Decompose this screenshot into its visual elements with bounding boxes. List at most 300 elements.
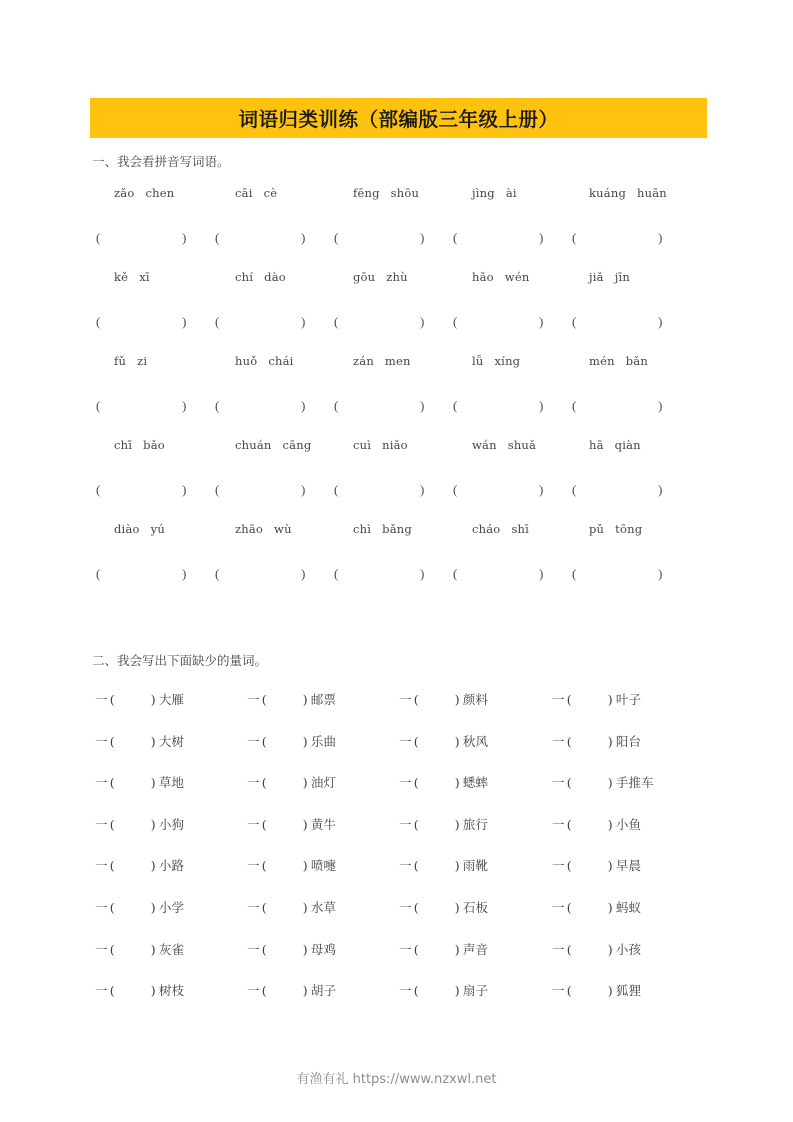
right-paren: )	[539, 314, 544, 329]
noun-label: 喷嚏	[310, 858, 337, 874]
pinyin-word	[589, 270, 711, 284]
numeral-yi: 一	[552, 858, 565, 874]
pinyin-syllable: xíng	[494, 354, 521, 368]
pinyin-syllable: shī	[511, 522, 530, 536]
pinyin-block	[92, 270, 707, 354]
pinyin-block	[92, 354, 707, 438]
right-paren: )	[658, 230, 663, 245]
right-paren: )	[150, 733, 156, 749]
pinyin-syllable: hǎo	[472, 270, 494, 284]
pinyin-word	[235, 438, 357, 452]
left-paren: (	[453, 398, 458, 413]
right-paren: )	[607, 899, 613, 915]
left-paren: (	[453, 566, 458, 581]
numeral-yi: 一	[247, 941, 260, 957]
measure-word-item[interactable]	[95, 981, 184, 999]
measure-word-item[interactable]	[552, 732, 641, 750]
left-paren: (	[453, 482, 458, 497]
measure-word-item[interactable]	[95, 690, 184, 708]
measure-word-item[interactable]	[247, 815, 336, 833]
right-paren: )	[182, 314, 187, 329]
noun-label: 小狗	[158, 816, 185, 832]
pinyin-row	[92, 186, 707, 208]
right-paren: )	[301, 566, 306, 581]
pinyin-word	[235, 354, 357, 368]
right-paren: )	[454, 899, 460, 915]
pinyin-syllable: gōu	[353, 270, 376, 284]
pinyin-word	[472, 186, 594, 200]
numeral-yi: 一	[95, 816, 108, 832]
pinyin-syllable: xī	[139, 270, 150, 284]
left-paren: (	[109, 692, 115, 707]
measure-word-item[interactable]	[552, 773, 654, 791]
numeral-yi: 一	[552, 983, 565, 999]
numeral-yi: 一	[95, 858, 108, 874]
pinyin-syllable: cè	[263, 186, 278, 200]
pinyin-syllable: shōu	[390, 186, 420, 200]
right-paren: )	[539, 230, 544, 245]
numeral-yi: 一	[552, 775, 565, 791]
right-paren: )	[302, 775, 308, 791]
noun-label: 石板	[462, 899, 489, 915]
noun-label: 乐曲	[310, 733, 337, 749]
noun-label: 大雁	[158, 692, 185, 707]
numeral-yi: 一	[552, 941, 565, 957]
left-paren: (	[334, 398, 339, 413]
numeral-yi: 一	[247, 692, 260, 707]
right-paren: )	[150, 816, 156, 832]
measure-word-item[interactable]	[399, 732, 488, 750]
measure-word-row	[92, 732, 707, 774]
left-paren: (	[572, 230, 577, 245]
measure-word-exercise-section	[92, 690, 707, 1023]
pinyin-syllable: tōng	[615, 522, 643, 536]
measure-word-item[interactable]	[399, 815, 488, 833]
numeral-yi: 一	[552, 733, 565, 749]
right-paren: )	[150, 983, 156, 999]
measure-word-item[interactable]	[552, 898, 641, 916]
pinyin-syllable: chuán	[235, 438, 272, 452]
measure-word-row	[92, 898, 707, 940]
measure-word-item[interactable]	[95, 732, 184, 750]
right-paren: )	[302, 816, 308, 832]
section-2-heading: 二、我会写出下面缺少的量词。	[92, 653, 268, 668]
right-paren: )	[454, 733, 460, 749]
right-paren: )	[658, 398, 663, 413]
answer-paren-row	[92, 314, 707, 336]
pinyin-syllable: zán	[353, 354, 374, 368]
numeral-yi: 一	[399, 899, 412, 915]
measure-word-item[interactable]	[399, 856, 488, 874]
left-paren: (	[215, 314, 220, 329]
right-paren: )	[420, 398, 425, 413]
pinyin-syllable: cháo	[472, 522, 501, 536]
pinyin-syllable: chí	[235, 270, 254, 284]
right-paren: )	[302, 692, 308, 707]
pinyin-row	[92, 354, 707, 376]
left-paren: (	[96, 398, 101, 413]
left-paren: (	[572, 566, 577, 581]
left-paren: (	[109, 733, 115, 749]
pinyin-word	[589, 522, 711, 536]
right-paren: )	[301, 230, 306, 245]
numeral-yi: 一	[399, 775, 412, 791]
numeral-yi: 一	[399, 983, 412, 999]
measure-word-row	[92, 815, 707, 857]
pinyin-word	[114, 438, 236, 452]
right-paren: )	[607, 983, 613, 999]
measure-word-item[interactable]	[247, 773, 336, 791]
measure-word-row	[92, 981, 707, 1023]
right-paren: )	[302, 733, 308, 749]
pinyin-syllable: zhāo	[235, 522, 264, 536]
right-paren: )	[607, 733, 613, 749]
left-paren: (	[453, 314, 458, 329]
right-paren: )	[539, 566, 544, 581]
noun-label: 小学	[158, 899, 185, 915]
pinyin-syllable: fǔ	[114, 354, 127, 368]
right-paren: )	[301, 314, 306, 329]
numeral-yi: 一	[95, 983, 108, 999]
pinyin-syllable: cuì	[353, 438, 372, 452]
noun-label: 雨靴	[462, 858, 489, 874]
pinyin-syllable: bǎng	[382, 522, 412, 536]
numeral-yi: 一	[95, 775, 108, 791]
right-paren: )	[420, 566, 425, 581]
pinyin-row	[92, 438, 707, 460]
pinyin-block	[92, 522, 707, 606]
left-paren: (	[261, 816, 267, 832]
pinyin-block	[92, 438, 707, 522]
pinyin-syllable: wù	[274, 522, 292, 536]
noun-label: 叶子	[615, 692, 642, 707]
measure-word-item[interactable]	[399, 940, 488, 958]
left-paren: (	[109, 775, 115, 791]
numeral-yi: 一	[552, 816, 565, 832]
right-paren: )	[150, 941, 156, 957]
footer-watermark: 有渔有礼 https://www.nzxwl.net	[296, 1072, 497, 1087]
left-paren: (	[566, 692, 572, 707]
right-paren: )	[150, 775, 156, 791]
left-paren: (	[566, 775, 572, 791]
pinyin-syllable: jīn	[614, 270, 630, 284]
measure-word-item[interactable]	[552, 856, 641, 874]
pinyin-syllable: pǔ	[589, 522, 605, 536]
measure-word-item[interactable]	[399, 898, 488, 916]
right-paren: )	[302, 858, 308, 874]
right-paren: )	[420, 314, 425, 329]
pinyin-word	[589, 354, 711, 368]
pinyin-syllable: huǒ	[235, 354, 258, 368]
noun-label: 秋风	[462, 733, 489, 749]
pinyin-row	[92, 522, 707, 544]
answer-paren-row	[92, 566, 707, 588]
pinyin-block	[92, 186, 707, 270]
numeral-yi: 一	[95, 733, 108, 749]
left-paren: (	[413, 941, 419, 957]
left-paren: (	[566, 983, 572, 999]
pinyin-syllable: wán	[472, 438, 497, 452]
pinyin-syllable: shuǎ	[507, 438, 537, 452]
pinyin-word	[472, 522, 594, 536]
answer-paren-row	[92, 398, 707, 420]
measure-word-item[interactable]	[247, 690, 336, 708]
measure-word-item[interactable]	[552, 690, 641, 708]
left-paren: (	[413, 692, 419, 707]
numeral-yi: 一	[399, 733, 412, 749]
numeral-yi: 一	[247, 983, 260, 999]
measure-word-item[interactable]	[552, 981, 641, 999]
measure-word-item[interactable]	[399, 773, 488, 791]
measure-word-item[interactable]	[552, 815, 641, 833]
pinyin-syllable: hā	[589, 438, 604, 452]
right-paren: )	[607, 775, 613, 791]
noun-label: 阳台	[615, 733, 642, 749]
measure-word-item[interactable]	[399, 981, 488, 999]
pinyin-word	[353, 522, 475, 536]
pinyin-syllable: mén	[589, 354, 615, 368]
left-paren: (	[566, 858, 572, 874]
pinyin-word	[353, 438, 475, 452]
noun-label: 邮票	[310, 692, 337, 707]
pinyin-syllable: chì	[353, 522, 372, 536]
noun-label: 油灯	[310, 775, 337, 791]
noun-label: 水草	[310, 899, 337, 915]
noun-label: 小鱼	[615, 816, 642, 832]
right-paren: )	[301, 482, 306, 497]
pinyin-syllable: wén	[504, 270, 530, 284]
right-paren: )	[182, 398, 187, 413]
pinyin-syllable: zǎo	[114, 186, 135, 200]
pinyin-word	[353, 354, 475, 368]
right-paren: )	[302, 899, 308, 915]
right-paren: )	[658, 566, 663, 581]
pinyin-exercise-section	[92, 186, 707, 606]
pinyin-word	[114, 270, 236, 284]
measure-word-item[interactable]	[247, 732, 336, 750]
noun-label: 草地	[158, 775, 185, 791]
pinyin-word	[353, 270, 475, 284]
numeral-yi: 一	[247, 775, 260, 791]
numeral-yi: 一	[552, 692, 565, 707]
pinyin-syllable: kuáng	[589, 186, 626, 200]
left-paren: (	[413, 858, 419, 874]
left-paren: (	[109, 858, 115, 874]
measure-word-item[interactable]	[247, 981, 336, 999]
right-paren: )	[302, 983, 308, 999]
pinyin-syllable: fēng	[353, 186, 380, 200]
left-paren: (	[566, 816, 572, 832]
left-paren: (	[413, 733, 419, 749]
left-paren: (	[572, 314, 577, 329]
pinyin-syllable: diào	[114, 522, 140, 536]
noun-label: 狐狸	[615, 983, 642, 999]
pinyin-syllable: kě	[114, 270, 129, 284]
left-paren: (	[566, 733, 572, 749]
right-paren: )	[539, 398, 544, 413]
left-paren: (	[566, 941, 572, 957]
section-1-heading: 一、我会看拼音写词语。	[92, 154, 230, 169]
noun-label: 母鸡	[310, 941, 337, 957]
left-paren: (	[261, 775, 267, 791]
right-paren: )	[150, 692, 156, 707]
measure-word-item[interactable]	[247, 940, 336, 958]
left-paren: (	[261, 858, 267, 874]
noun-label: 小路	[158, 858, 185, 874]
numeral-yi: 一	[247, 816, 260, 832]
numeral-yi: 一	[95, 899, 108, 915]
left-paren: (	[96, 566, 101, 581]
left-paren: (	[413, 983, 419, 999]
right-paren: )	[658, 314, 663, 329]
answer-paren-row	[92, 482, 707, 504]
pinyin-word	[235, 186, 357, 200]
right-paren: )	[454, 983, 460, 999]
left-paren: (	[261, 941, 267, 957]
pinyin-word	[235, 522, 357, 536]
pinyin-syllable: jìng	[472, 186, 495, 200]
measure-word-item[interactable]	[247, 898, 336, 916]
pinyin-syllable: chī	[114, 438, 133, 452]
numeral-yi: 一	[399, 816, 412, 832]
right-paren: )	[182, 230, 187, 245]
right-paren: )	[420, 482, 425, 497]
pinyin-word	[472, 438, 594, 452]
title-banner	[90, 98, 707, 138]
pinyin-word	[589, 438, 711, 452]
right-paren: )	[302, 941, 308, 957]
left-paren: (	[215, 398, 220, 413]
left-paren: (	[109, 899, 115, 915]
left-paren: (	[215, 482, 220, 497]
numeral-yi: 一	[247, 899, 260, 915]
numeral-yi: 一	[247, 858, 260, 874]
noun-label: 声音	[462, 941, 489, 957]
numeral-yi: 一	[95, 941, 108, 957]
right-paren: )	[454, 775, 460, 791]
measure-word-item[interactable]	[95, 815, 184, 833]
noun-label: 黄牛	[310, 816, 337, 832]
pinyin-word	[235, 270, 357, 284]
pinyin-word	[353, 186, 475, 200]
page-title: 词语归类训练（部编版三年级上册）	[238, 108, 559, 131]
left-paren: (	[109, 816, 115, 832]
right-paren: )	[454, 941, 460, 957]
noun-label: 手推车	[615, 775, 654, 791]
noun-label: 蟋蟀	[462, 775, 489, 791]
noun-label: 早晨	[615, 858, 642, 874]
noun-label: 大树	[158, 733, 185, 749]
numeral-yi: 一	[399, 692, 412, 707]
left-paren: (	[261, 983, 267, 999]
measure-word-row	[92, 773, 707, 815]
left-paren: (	[413, 775, 419, 791]
right-paren: )	[301, 398, 306, 413]
left-paren: (	[572, 398, 577, 413]
left-paren: (	[334, 482, 339, 497]
left-paren: (	[96, 482, 101, 497]
pinyin-word	[589, 186, 711, 200]
right-paren: )	[658, 482, 663, 497]
left-paren: (	[109, 983, 115, 999]
noun-label: 小孩	[615, 941, 642, 957]
left-paren: (	[109, 941, 115, 957]
right-paren: )	[607, 858, 613, 874]
left-paren: (	[413, 899, 419, 915]
pinyin-row	[92, 270, 707, 292]
left-paren: (	[96, 230, 101, 245]
pinyin-syllable: lǚ	[472, 354, 484, 368]
noun-label: 蚂蚁	[615, 899, 642, 915]
noun-label: 胡子	[310, 983, 337, 999]
measure-word-item[interactable]	[95, 856, 184, 874]
left-paren: (	[261, 733, 267, 749]
measure-word-item[interactable]	[95, 898, 184, 916]
numeral-yi: 一	[95, 692, 108, 707]
answer-paren-row	[92, 230, 707, 252]
pinyin-word	[472, 270, 594, 284]
numeral-yi: 一	[247, 733, 260, 749]
pinyin-syllable: chen	[145, 186, 175, 200]
right-paren: )	[454, 816, 460, 832]
measure-word-item[interactable]	[95, 940, 184, 958]
pinyin-syllable: ài	[505, 186, 517, 200]
left-paren: (	[334, 314, 339, 329]
numeral-yi: 一	[399, 941, 412, 957]
pinyin-syllable: bǎn	[625, 354, 648, 368]
pinyin-syllable: niǎo	[382, 438, 408, 452]
left-paren: (	[334, 230, 339, 245]
pinyin-syllable: zhù	[386, 270, 408, 284]
left-paren: (	[261, 899, 267, 915]
left-paren: (	[572, 482, 577, 497]
measure-word-row	[92, 856, 707, 898]
pinyin-syllable: cāng	[282, 438, 312, 452]
pinyin-syllable: dào	[264, 270, 286, 284]
pinyin-syllable: qiàn	[614, 438, 641, 452]
pinyin-syllable: huān	[637, 186, 667, 200]
left-paren: (	[215, 566, 220, 581]
pinyin-word	[472, 354, 594, 368]
left-paren: (	[334, 566, 339, 581]
left-paren: (	[261, 692, 267, 707]
pinyin-syllable: bǎo	[143, 438, 165, 452]
right-paren: )	[420, 230, 425, 245]
pinyin-syllable: zi	[137, 354, 148, 368]
measure-word-item[interactable]	[552, 940, 641, 958]
left-paren: (	[215, 230, 220, 245]
left-paren: (	[96, 314, 101, 329]
noun-label: 树枝	[158, 983, 185, 999]
left-paren: (	[453, 230, 458, 245]
measure-word-item[interactable]	[95, 773, 184, 791]
right-paren: )	[454, 858, 460, 874]
noun-label: 灰雀	[158, 941, 185, 957]
right-paren: )	[454, 692, 460, 707]
pinyin-word	[114, 186, 236, 200]
pinyin-syllable: cāi	[235, 186, 253, 200]
pinyin-word	[114, 354, 236, 368]
right-paren: )	[182, 566, 187, 581]
measure-word-row	[92, 940, 707, 982]
numeral-yi: 一	[552, 899, 565, 915]
measure-word-row	[92, 690, 707, 732]
measure-word-item[interactable]	[399, 690, 488, 708]
right-paren: )	[150, 899, 156, 915]
numeral-yi: 一	[399, 858, 412, 874]
noun-label: 旅行	[462, 816, 489, 832]
measure-word-item[interactable]	[247, 856, 336, 874]
